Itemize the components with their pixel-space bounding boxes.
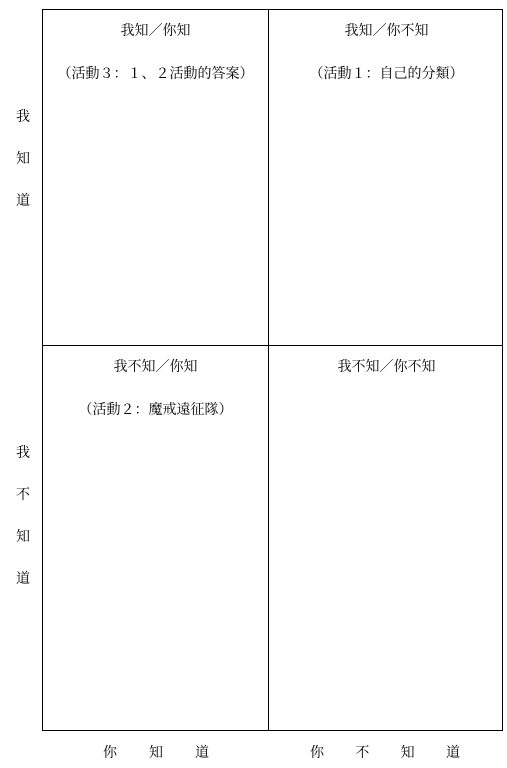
bottom-label-char: 不 — [355, 745, 370, 761]
bottom-label-char: 道 — [195, 745, 209, 761]
quadrant-title: 我知／你知 — [120, 23, 191, 39]
quadrant-top-left — [43, 22, 268, 83]
quadrant-bottom-left — [43, 358, 268, 419]
quadrant-title: 我不知／你不知 — [337, 359, 436, 375]
side-label-i-know — [14, 96, 32, 222]
side-label-char: 知 — [16, 151, 30, 167]
side-label-char: 知 — [16, 529, 30, 545]
quadrant-subtitle: （活動２：魔戒遠征隊） — [78, 402, 233, 418]
johari-window-grid — [42, 9, 503, 731]
side-label-char: 我 — [16, 445, 30, 461]
bottom-label-you-know — [103, 744, 209, 762]
side-label-char: 道 — [16, 571, 30, 587]
bottom-label-char: 知 — [149, 745, 163, 761]
side-label-char: 我 — [16, 109, 30, 125]
quadrant-top-right — [269, 22, 504, 83]
quadrant-title: 我不知／你知 — [113, 359, 198, 375]
side-label-i-dont-know — [14, 432, 32, 600]
bottom-label-char: 你 — [103, 745, 117, 761]
quadrant-title: 我知／你不知 — [344, 23, 429, 39]
quadrant-subtitle: （活動３：１、２活動的答案） — [57, 66, 254, 82]
bottom-label-you-dont-know — [310, 744, 460, 762]
bottom-label-char: 你 — [310, 745, 324, 761]
bottom-label-char: 知 — [400, 745, 415, 761]
quadrant-subtitle: （活動１：自己的分類） — [309, 66, 464, 82]
horizontal-divider — [43, 345, 502, 346]
side-label-char: 道 — [16, 193, 30, 209]
bottom-label-char: 道 — [445, 745, 460, 761]
side-label-char: 不 — [16, 487, 30, 503]
quadrant-bottom-right — [269, 358, 504, 376]
